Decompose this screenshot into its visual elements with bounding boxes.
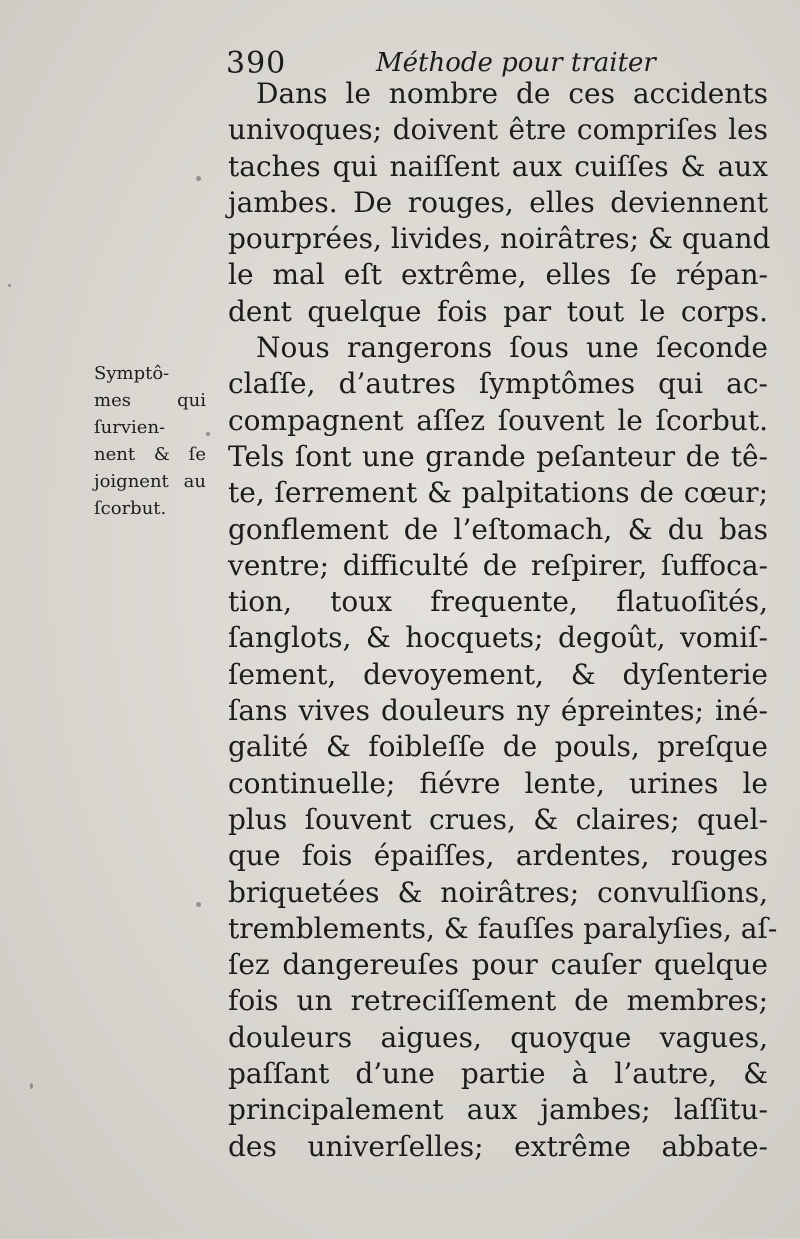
text-line: ſez dangereuſes pour cauſer quelque (228, 948, 768, 982)
text-line: que fois épaiſſes, ardentes, rouges (228, 839, 768, 873)
margin-note (94, 360, 206, 522)
page-number: 390 (226, 46, 287, 81)
ink-speck (206, 432, 210, 436)
ink-speck (196, 176, 201, 181)
text-line: jambes. De rouges, elles deviennent (228, 185, 768, 219)
text-line: des univerſelles; extrême abbate- (228, 1129, 768, 1163)
text-line: tion, toux frequente, flatuoſités, (228, 585, 768, 619)
margin-note-line: nent & ſe (94, 444, 206, 465)
text-line: galité & foibleſſe de pouls, preſque (228, 730, 768, 764)
margin-note-line: ſcorbut. (94, 498, 167, 519)
text-line: fois un retreciſſement de membres; (228, 984, 768, 1018)
text-line: gonflement de l’eſtomach, & du bas (228, 512, 768, 546)
text-line: pourprées, livides, noirâtres; & quand (228, 222, 771, 256)
body-text (228, 76, 778, 1165)
margin-note-line: Symptô- (94, 363, 170, 384)
text-line: dent quelque fois par tout le corps. (228, 294, 768, 328)
text-line: tremblements, & fauſſes paralyſies, aſ- (228, 911, 778, 945)
ink-speck (196, 902, 201, 907)
text-line: continuelle; fiévre lente, urines le (228, 766, 768, 800)
margin-note-line: mes qui (94, 390, 206, 411)
text-line: taches qui naiſſent aux cuiſſes & aux (228, 149, 768, 183)
text-line: le mal eſt extrême, elles ſe répan- (228, 258, 768, 292)
text-line: Dans le nombre de ces accidents (256, 77, 768, 110)
ink-speck (8, 284, 11, 287)
text-line: douleurs aigues, quoyque vagues, (228, 1020, 768, 1054)
running-head: Méthode pour traiter (376, 48, 656, 78)
text-line: te, ſerrement & palpitations de cœur; (228, 476, 768, 510)
text-line: compagnent aſſez ſouvent le ſcorbut. (228, 403, 768, 437)
text-line: ventre; difficulté de reſpirer, ſuffoca- (228, 548, 768, 582)
text-line: principalement aux jambes; laſſitu- (228, 1093, 768, 1127)
text-line: Tels ſont une grande peſanteur de tê- (228, 439, 768, 473)
margin-note-line: ſurvien- (94, 417, 166, 438)
text-line: ſans vives douleurs ny épreintes; iné- (228, 694, 768, 728)
text-line: claſſe, d’autres ſymptômes qui ac- (228, 367, 768, 401)
text-line: briquetées & noirâtres; convulſions, (228, 875, 768, 909)
margin-note-line: joignent au (94, 471, 206, 492)
text-line: ſanglots, & hocquets; degoût, vomiſ- (228, 621, 768, 655)
text-line: plus ſouvent crues, & claires; quel- (228, 802, 768, 836)
text-line: paſſant d’une partie à l’autre, & (228, 1057, 768, 1091)
text-line: ſement, devoyement, & dyſenterie (228, 657, 768, 691)
text-line: Nous rangerons ſous une ſeconde (256, 331, 768, 365)
text-line: univoques; doivent être compriſes les (228, 113, 768, 147)
ink-speck (30, 1083, 33, 1089)
